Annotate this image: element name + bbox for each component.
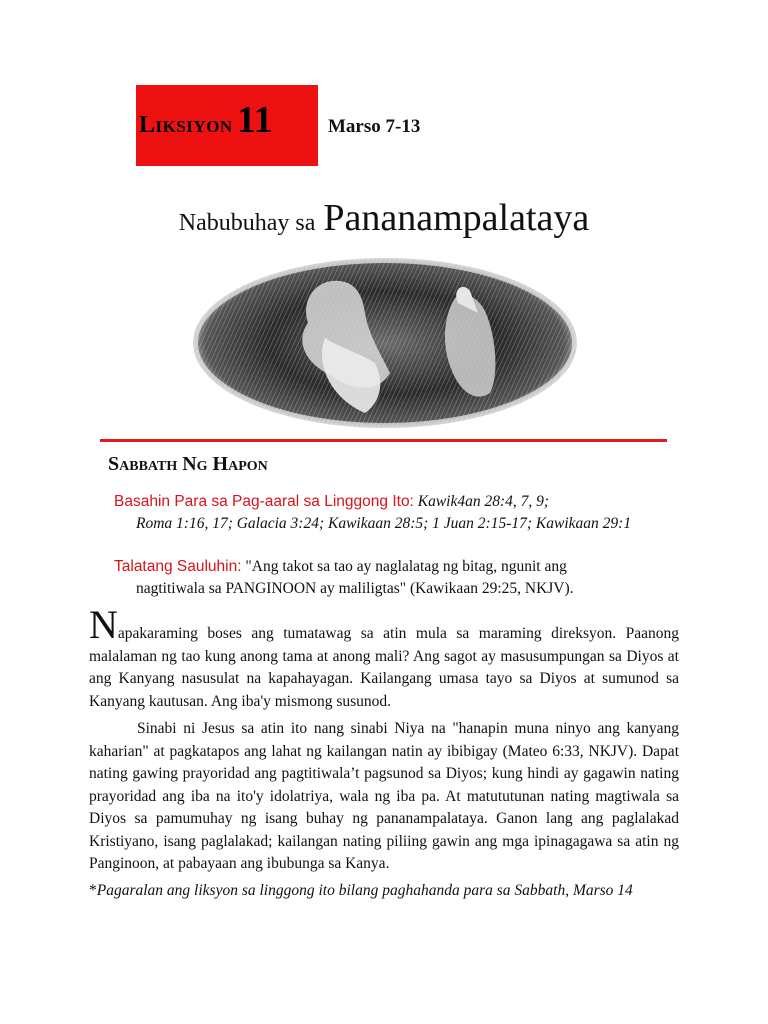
footnote-star: *	[89, 882, 97, 899]
reading-assignment	[114, 491, 674, 535]
lesson-heading	[139, 98, 273, 142]
title-big: Pananampalataya	[323, 197, 590, 239]
body-paragraph-2: Sinabi ni Jesus sa atin ito nang sinabi Niya na "hanapin muna ninyo ang kanyang kaharian" at pagkatapos ang lahat ng kailangan natin ay ibibigay (Mateo 6:33, NKJV). Dapat nating gawing prayoridad ang pagtitiwala’t pagsunod sa Diyos; kung hindi ay gagawin nating prayoridad ang iba na ito'y idolatriya, wala ng iba pa. At matututunan nating magtiwala sa Diyos sa pamumuhay ng isang buhay ng pananampalataya. Ganon lang ang paglalakad Kristiyano, isang paglalakad; kailangan nating piliing gawin ang mga ipinagagawa sa atin ng Panginoon, at pabayaan ang ibubunga sa Kanya.	[89, 720, 679, 872]
footnote-text: Pagaralan ang liksyon sa linggong ito bilang paghahanda para sa Sabbath, Marso 14	[96, 882, 633, 899]
footnote	[89, 882, 689, 900]
reading-refs-line1: Kawik4an 28:4, 7, 9;	[417, 493, 550, 510]
memory-line1: "Ang takot sa tao ay naglalatag ng bitag, ngunit ang	[245, 558, 567, 575]
body-paragraph-1	[89, 602, 679, 713]
page-title	[0, 196, 768, 240]
drop-cap: N	[89, 602, 118, 647]
title-small: Nabubuhay sa	[178, 210, 316, 236]
praying-man-illustration-icon	[190, 253, 580, 433]
section-title: Sabbath Ng Hapon	[108, 453, 268, 475]
paragraph-1-text: apakaraming boses ang tumatawag sa atin mula sa maraming direksyon. Paanong malalaman ng tao kung anong tama at anong mali? Ang sagot ay masusumpungan sa Diyos at ang Kanyang nasusulat na kapahayagan. Kailangang umasa tayo sa Diyos at sumunod sa Kanyang kautusan. Ang iba'y mismong susunod.	[89, 625, 679, 710]
section-divider	[100, 439, 667, 442]
memory-label: Talatang Sauluhin:	[114, 558, 242, 575]
lesson-word: Liksiyon	[139, 112, 233, 138]
reading-refs-line2: Roma 1:16, 17; Galacia 3:24; Kawikaan 28:5; 1 Juan 2:15-17; Kawikaan 29:1	[136, 515, 632, 532]
lesson-date: Marso 7-13	[328, 116, 421, 137]
memory-verse	[114, 556, 674, 600]
memory-line2: nagtitiwala sa PANGINOON ay maliligtas" (Kawikaan 29:25, NKJV).	[136, 580, 574, 597]
lesson-number: 11	[236, 99, 273, 141]
reading-label: Basahin Para sa Pag-aaral sa Linggong Ito:	[114, 493, 414, 510]
